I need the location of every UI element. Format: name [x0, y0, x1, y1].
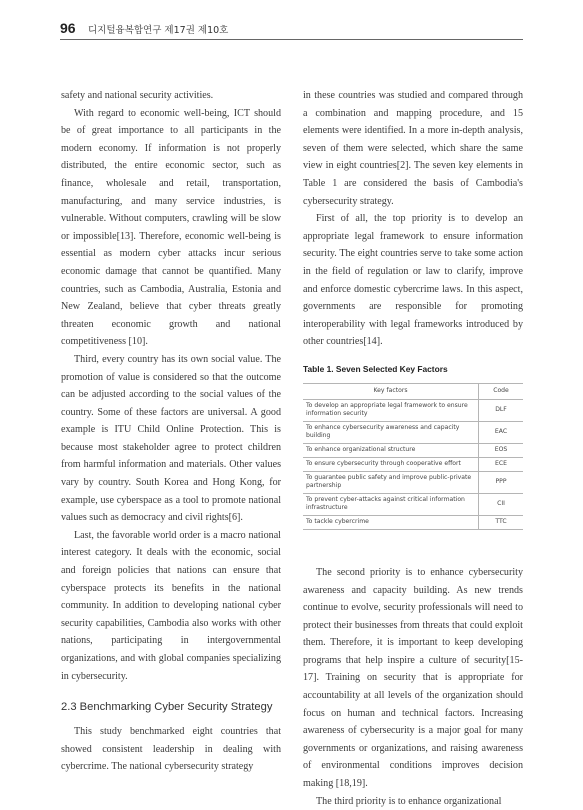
table-row — [303, 493, 523, 515]
paragraph: The third priority is to enhance organizational — [316, 795, 502, 807]
code-cell: EAC — [479, 421, 524, 443]
paragraph: First of all, the top priority is to develop an appropriate legal framework to ensure information security. The eight countries serve to take some action in the field of regulation or law to clarify, improve and enforce domestic cybercrime laws. In this aspect, governments are responsible for promoting interoperability with legal frameworks introduced by other countries[14]. — [303, 213, 523, 348]
table-row — [303, 515, 523, 529]
table-header-row — [303, 383, 523, 399]
key-factors-table — [303, 383, 523, 530]
key-factor-cell: To enhance cybersecurity awareness and capacity building — [303, 421, 479, 443]
code-cell: TTC — [479, 515, 524, 529]
table-caption: Table 1. Seven Selected Key Factors — [303, 363, 448, 374]
key-factor-cell: To develop an appropriate legal framework to ensure information security — [303, 399, 479, 421]
column-header-code: Code — [479, 383, 524, 399]
paragraph: in these countries was studied and compared through a combination and mapping procedure, and 15 elements were identified. In a more in-depth analysis, seven of them were selected, which share the same view in eight countries[2]. The seven key elements in Table 1 are considered the basis of Cambodia's cybersecurity strategy. — [303, 90, 523, 207]
code-cell: EOS — [479, 443, 524, 457]
table-row — [303, 421, 523, 443]
paragraph: safety and national security activities. — [61, 90, 214, 101]
code-cell: CII — [479, 493, 524, 515]
left-column — [61, 87, 281, 776]
table-row — [303, 457, 523, 471]
paragraph: Last, the favorable world order is a macro national interest category. It deals with the economic, social and foreign policies that nations can ensure that cyberspace protects its benefits in the national community. In addition to developing national cyber security capabilities, Cambodia also works with other nations, participating in intergovernmental organizations, and with global companies specializing in cybersecurity. — [61, 529, 281, 682]
paragraph: This study benchmarked eight countries that showed consistent leadership in dealing with cybercrime. The national cybersecurity strategy — [61, 726, 281, 773]
table-row — [303, 399, 523, 421]
right-column — [303, 87, 523, 810]
paragraph: The second priority is to enhance cybersecurity awareness and capacity building. As new trends continue to evolve, security professionals will need to protect their businesses from threats that could exploit them. Therefore, it is important to keep developing programs that help inspire a culture of security[15-17]. Training on security that is appropriate for accountability at all levels of the organization should focus on human and technical factors. Increasing awareness of cybersecurity is a major goal for many governments or organizations, and raising awareness of environmental conditions improves decision making [18,19]. — [303, 566, 523, 790]
section-heading: 2.3 Benchmarking Cyber Security Strategy — [61, 701, 273, 714]
paragraph: Third, every country has its own social value. The promotion of value is considered so that the outcome can be adjusted according to the social values of the country. Some of these factors are universal. A good example is ITU Child Online Protection. This is because most stakeholder agree to protect children from harmful information and materials. Other values vary by country. South Korea and Hong Kong, for example, use cyberspace as a tool to promote national values such as democracy and civil rights[6]. — [61, 353, 281, 524]
key-factor-cell: To guarantee public safety and improve public-private partnership — [303, 471, 479, 493]
table-row — [303, 471, 523, 493]
code-cell: PPP — [479, 471, 524, 493]
key-factor-cell: To tackle cybercrime — [303, 515, 479, 529]
column-header-key-factors: Key factors — [303, 383, 479, 399]
key-factor-cell: To prevent cyber-attacks against critical information infrastructure — [303, 493, 479, 515]
page-number: 96 — [60, 20, 76, 36]
table-row — [303, 443, 523, 457]
code-cell: DLF — [479, 399, 524, 421]
paragraph: With regard to economic well-being, ICT should be of great importance to all participants in the modern economy. If information is not properly distributed, the entire economic sector, such as finance, wholesale and retail, transportation, manufacturing, and many service industries, is vulnerable. Without computers, crawling will be slow or impossible[13]. Therefore, economic well-being is essential as modern cyber attacks incur serious economic damage that cannot be quantified. Many countries, such as Cambodia, Australia, Estonia and New Zealand, believe that cyber threats greatly threaten economic growth and national competitiveness [10]. — [61, 107, 281, 348]
key-factor-cell: To ensure cybersecurity through cooperative effort — [303, 457, 479, 471]
code-cell: ECE — [479, 457, 524, 471]
key-factor-cell: To enhance organizational structure — [303, 443, 479, 457]
journal-title: 디지털융복합연구 제17권 제10호 — [88, 25, 229, 36]
header-rule — [60, 39, 523, 40]
